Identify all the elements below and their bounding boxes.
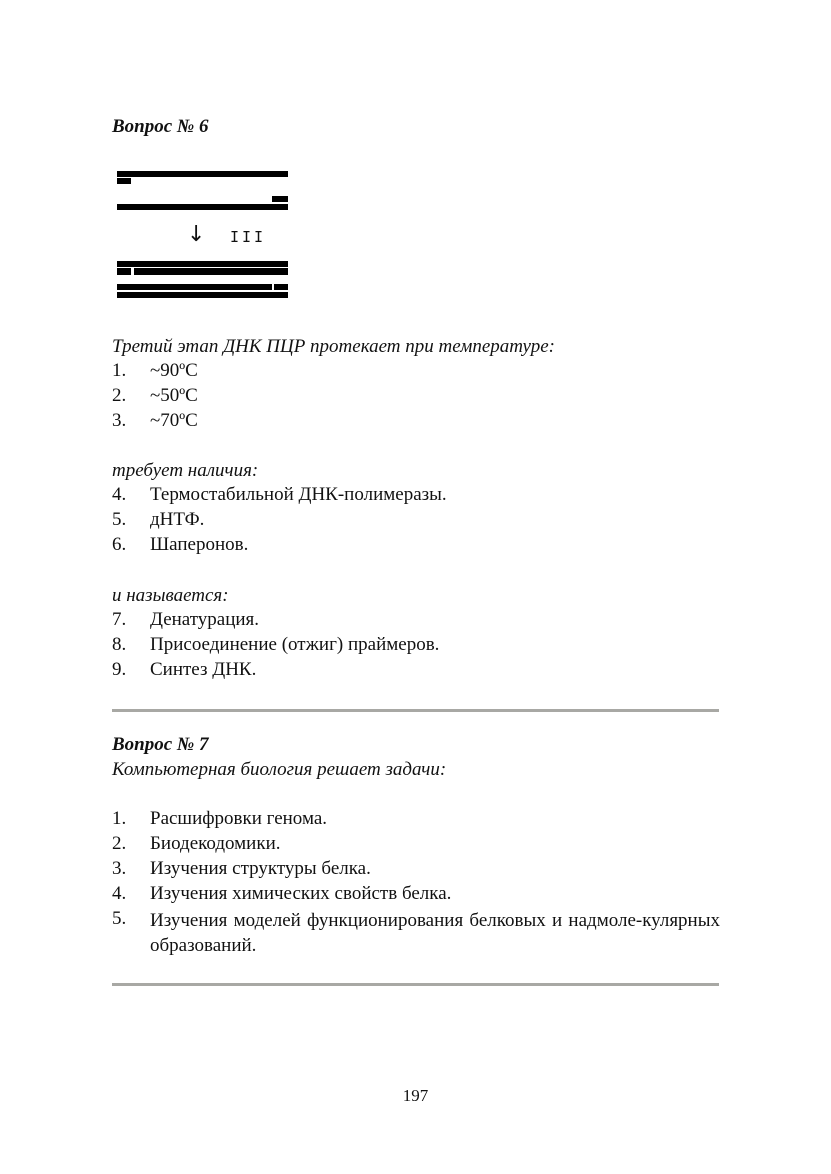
dna-strand-top <box>117 171 288 177</box>
down-arrow-icon: ↓ <box>187 222 206 247</box>
options-group-q7 <box>112 808 451 908</box>
extended-strand-2 <box>117 292 288 298</box>
list-item: 9. Синтез ДНК. <box>112 659 257 680</box>
list-item: 6. Шаперонов. <box>112 534 249 555</box>
extended-primer-2b <box>274 284 288 290</box>
list-item: 8. Присоединение (отжиг) праймеров. <box>112 634 440 655</box>
extended-primer-1a <box>117 268 131 275</box>
prompt-requires: требует наличия: <box>112 460 259 481</box>
prompt-temperature: Третий этап ДНК ПЦР протекает при температуре: <box>112 336 555 357</box>
section-divider <box>112 983 719 986</box>
list-item: 3. Изучения структуры белка. <box>112 858 371 879</box>
dna-strand-bottom <box>117 204 288 210</box>
stage-label: III <box>230 228 267 246</box>
list-item-text: Изучения моделей функционирования белковых и надмоле-кулярных образований. <box>150 910 720 956</box>
list-item: 7. Денатурация. <box>112 609 260 630</box>
options-group-3 <box>112 609 439 684</box>
list-item: 3. ~70ºC <box>112 410 198 431</box>
question-6-title: Вопрос № 6 <box>112 116 209 137</box>
options-group-1 <box>112 360 198 435</box>
list-item: 1. ~90ºC <box>112 360 198 381</box>
section-divider <box>112 709 719 712</box>
list-item: 2. ~50ºC <box>112 385 198 406</box>
page-number: 197 <box>402 1086 429 1105</box>
extended-primer-1b <box>134 268 288 275</box>
extended-strand-1 <box>117 261 288 267</box>
question-7-title: Вопрос № 7 <box>112 734 209 755</box>
extended-primer-2a <box>117 284 272 290</box>
primer-bottom <box>272 196 288 202</box>
list-item: 4. Изучения химических свойств белка. <box>112 883 452 904</box>
primer-top <box>117 178 131 184</box>
list-item: 4. Термостабильной ДНК-полимеразы. <box>112 484 447 505</box>
list-item: 2. Биодекодомики. <box>112 833 281 854</box>
list-item-number: 5. <box>112 908 127 929</box>
question-7-subtitle: Компьютерная биология решает задачи: <box>112 759 447 780</box>
list-item: 5. дНТФ. <box>112 509 205 530</box>
list-item: 1. Расшифровки генома. <box>112 808 328 829</box>
options-group-2 <box>112 484 447 559</box>
prompt-called: и называется: <box>112 585 229 606</box>
